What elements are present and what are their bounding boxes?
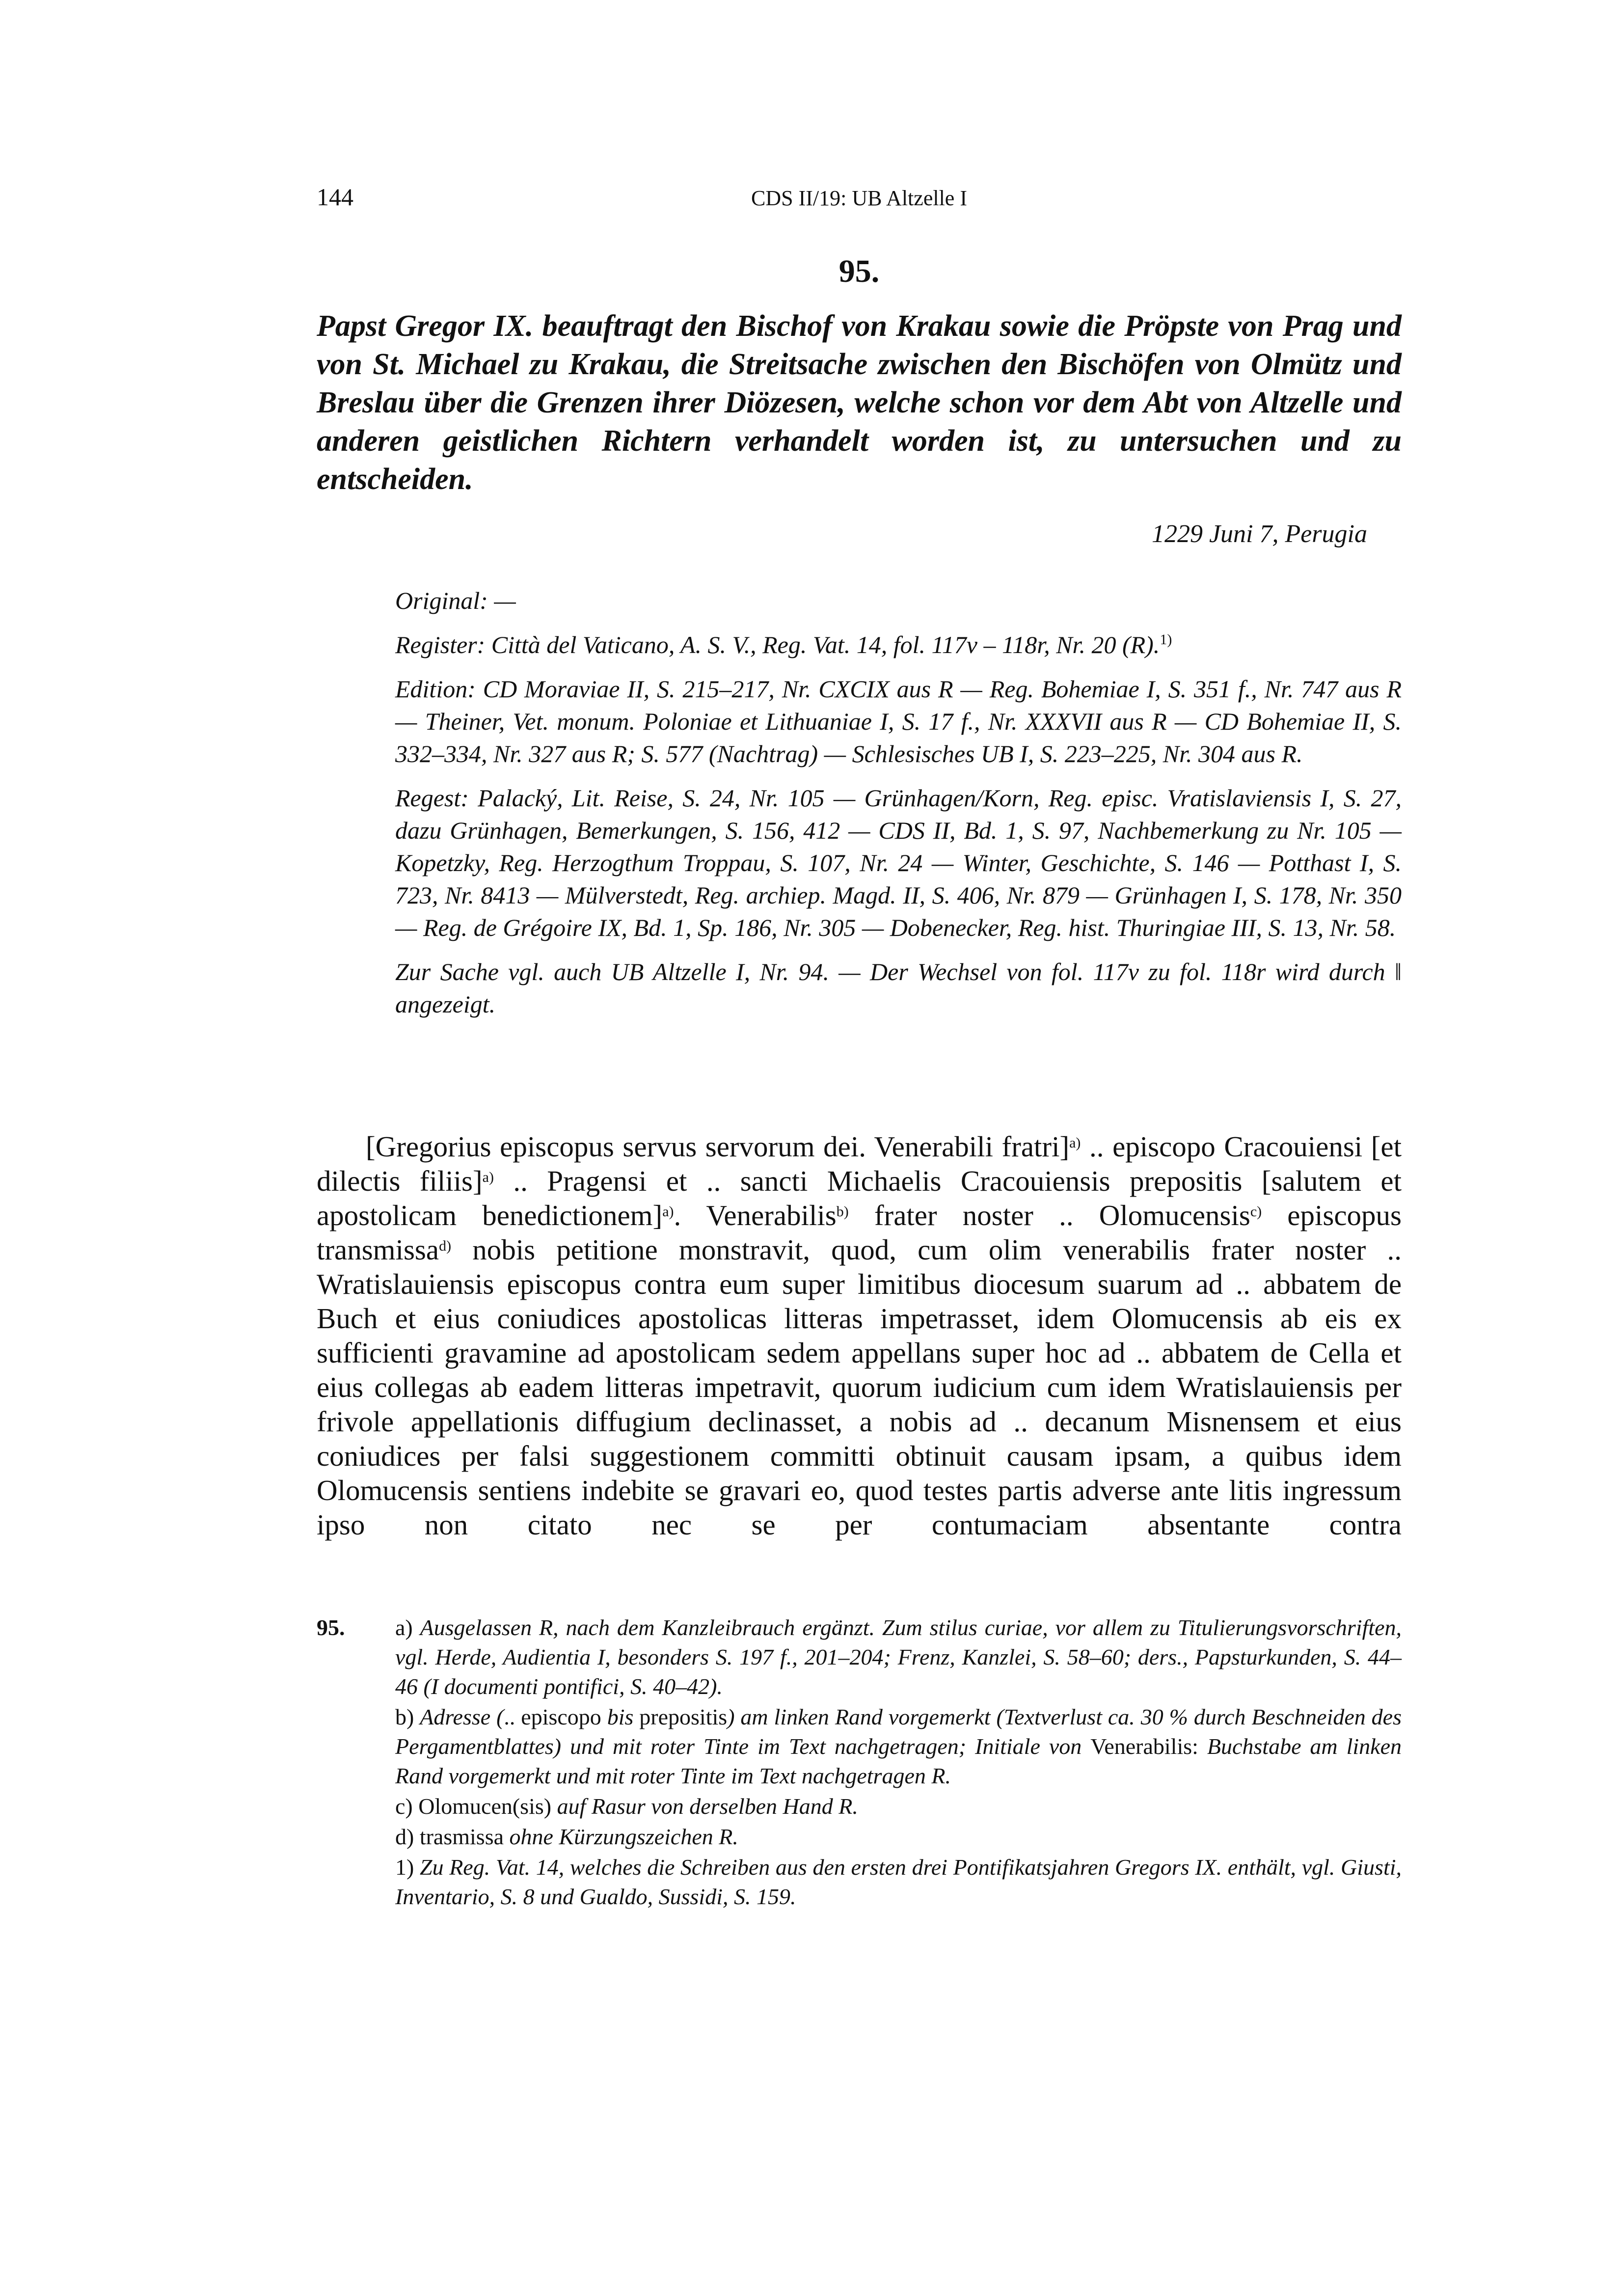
- document-number: 95.: [838, 253, 880, 289]
- date-place: 1229 Juni 7, Perugia: [1151, 520, 1367, 548]
- footnote-b: b) Adresse (.. episcopo bis prepositis) am linken Rand vorgemerkt (Textverlust ca. 30 % durch Beschneiden des Pergamentblattes) und mit roter Tinte im Text nachgetragen; Initiale von Venerabilis: Buchstabe am linken Rand vorgemerkt und mit roter Tinte im Text nachgetragen R.: [395, 1704, 1402, 1788]
- footnote-a: 95. a) Ausgelassen R, nach dem Kanzleibrauch ergänzt. Zum stilus curiae, vor allem zu Titulierungsvorschriften, vgl. Herde, Audientia I, besonders S. 197 f., 201–204; Frenz, Kanzlei, S. 58–60; ders., Papsturkunden, S. 44–46 (I documenti pontifici, S. 40–42).: [395, 1613, 1402, 1701]
- note-ref-c: c): [1250, 1203, 1262, 1220]
- footnote-d: d) trasmissa ohne Kürzungszeichen R.: [395, 1824, 738, 1849]
- note-ref-d: d): [439, 1238, 452, 1254]
- note-ref-b: b): [836, 1203, 849, 1220]
- regest-summary: Papst Gregor IX. beauftragt den Bischof von Krakau sowie die Pröpste von Prag und von St. Michael zu Krakau, die Streitsache zwischen den Bischöfen von Olmütz und Breslau über die Grenzen ihrer Diözesen, welche schon vor dem Abt von Altzelle und anderen geistlichen Richtern verhandelt worden ist, zu untersuchen und zu entscheiden.: [317, 309, 1402, 496]
- running-title: CDS II/19: UB Altzelle I: [751, 186, 967, 210]
- charter-paragraph: [Gregorius episcopus servus servorum dei. Venerabili fratri]$^{a)}$ .. episcopo Cracouiensi [et dilectis filiis]$^{a)}$ .. Pragensi et .. sancti Michaelis Cracouiensis prepositis [salutem et apostolicam benedictionem]$^{a)}$. Venerabilis$^{b)}$ frater noster .. Olomucensis$^{c)}$ episcopus transmissa$^{d)}$ nobis petitione monstravit, quod, cum olim venerabilis frater noster .. Wratislauiensis episcopus contra eum super limitibus diocesum suarum ad .. abbatem de Buch et eius coniudices apostolicas litteras impetrasset, idem Olomucensis ab eis ex sufficienti gravamine ad apostolicam sedem appellans super hoc ad .. abbatem de Cella et eius collegas ab eadem litteras impetravit, quorum iudicium cum idem Wratislauiensis per frivole appellationis diffugium declinasset, a nobis ad .. decanum Misnensem et eius coniudices per falsi suggestionem committi obtinuit causam ipsam, a quibus idem Olomucensis sentiens indebite se gravari eo, quod testes partis adverse ante litis ingressum ipso non citato nec se per contumaciam absentante contra: [317, 1130, 1402, 1541]
- charter-text: [317, 1129, 1402, 1542]
- note-ref-a: a): [482, 1169, 494, 1185]
- apparatus-edition: Edition: CD Moraviae II, S. 215–217, Nr. CXCIX aus R — Reg. Bohemiae I, S. 351 f., Nr. 747 aus R — Theiner, Vet. monum. Poloniae et Lithuaniae I, S. 17 f., Nr. XXXVII aus R — CD Bohemiae II, S. 332–334, Nr. 327 aus R; S. 577 (Nachtrag) — Schlesisches UB I, S. 223–225, Nr. 304 aus R.: [395, 675, 1402, 767]
- note-ref-a: a): [1069, 1135, 1081, 1151]
- footnote-1: 1) Zu Reg. Vat. 14, welches die Schreiben aus den ersten drei Pontifikatsjahren Gregors IX. enthält, vgl. Giusti, Inventario, S. 8 und Gualdo, Sussidi, S. 159.: [395, 1855, 1402, 1909]
- apparatus-register: Register: Città del Vaticano, A. S. V., Reg. Vat. 14, fol. 117v – 118r, Nr. 20 (R).$^{1)}$: [395, 631, 1172, 658]
- source-apparatus: [395, 584, 1402, 1032]
- apparatus-zur-sache: Zur Sache vgl. auch UB Altzelle I, Nr. 94. — Der Wechsel von fol. 117v zu fol. 118r wird durch ‖ angezeigt.: [395, 958, 1402, 1018]
- page-number: 144: [317, 183, 353, 211]
- footnotes: [317, 1613, 1402, 1913]
- footnote-ref-1: 1): [1160, 631, 1172, 648]
- footnote-doc-number: 95.: [317, 1615, 345, 1640]
- note-ref-a: a): [662, 1203, 674, 1220]
- apparatus-original: Original: —: [395, 587, 516, 614]
- footnote-c: c) Olomucen(sis) auf Rasur von derselben Hand R.: [395, 1794, 858, 1819]
- page-header: [317, 183, 1402, 217]
- apparatus-regest: Regest: Palacký, Lit. Reise, S. 24, Nr. 105 — Grünhagen/Korn, Reg. episc. Vratislaviensis I, S. 27, dazu Grünhagen, Bemerkungen, S. 156, 412 — CDS II, Bd. 1, S. 97, Nachbemerkung zu Nr. 105 — Kopetzky, Reg. Herzogthum Troppau, S. 107, Nr. 24 — Winter, Geschichte, S. 146 — Potthast I, S. 723, Nr. 8413 — Mülverstedt, Reg. archiep. Magd. II, S. 406, Nr. 879 — Grünhagen I, S. 178, Nr. 350 — Reg. de Grégoire IX, Bd. 1, Sp. 186, Nr. 305 — Dobenecker, Reg. hist. Thuringiae III, S. 13, Nr. 58.: [395, 784, 1402, 941]
